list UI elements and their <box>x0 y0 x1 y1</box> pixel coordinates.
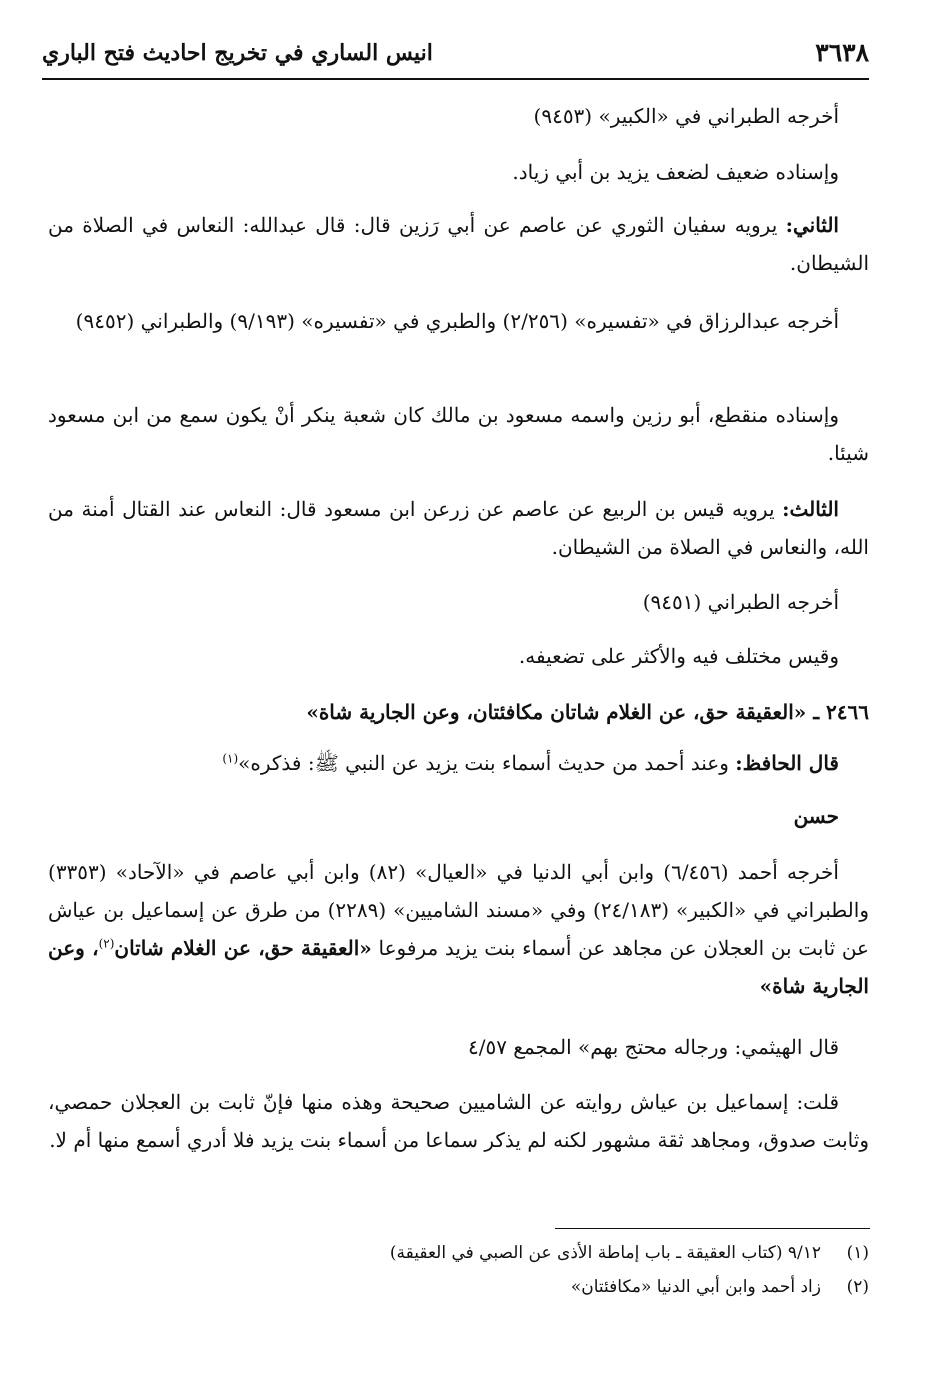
footnote-text: زاد أحمد وابن أبي الدنيا «مكافئتان» <box>570 1277 821 1297</box>
paragraph-isnad-3: وقيس مختلف فيه والأكثر على تضعيفه. <box>518 644 839 668</box>
footnote-text: ٩/١٢ (كتاب العقيقة ـ باب إماطة الأذى عن الصبي في العقيقة) <box>389 1243 821 1263</box>
section-label-second: الثاني: <box>785 213 839 237</box>
book-title: انيس الساري في تخريج احاديث فتح الباري <box>42 40 433 66</box>
takhrij-main-text: أخرجه أحمد (٦/٤٥٦) وابن أبي الدنيا في «العيال» (٨٢) وابن أبي عاصم في «الآحاد» (٣٣٥٣) والطبراني في «الكبير» (٢٤/١٨٣) وفي «مسند الشاميين» (٢٢٨٩) من طرق عن إسماعيل بن عياش عن ثابت بن العجلان عن مجاهد عن أسماء بنت يزيد مرفوعا <box>48 860 869 960</box>
page-header <box>42 30 869 80</box>
third-narration-text: يرويه قيس بن الربيع عن عاصم عن زرعن ابن مسعود قال: النعاس عند القتال أمنة من الله، والنعاس في الصلاة من الشيطان. <box>48 497 869 559</box>
paragraph-takhrij-2: أخرجه عبدالرزاق في «تفسيره» (٢/٢٥٦) والطبري في «تفسيره» (٩/١٩٣) والطبراني (٩٤٥٢) <box>75 309 839 333</box>
footnote-number: (١) <box>846 1243 869 1263</box>
footnote-number: (٢) <box>846 1277 869 1297</box>
paragraph-haythami: قال الهيثمي: ورجاله محتج بهم» المجمع ٤/٥٧ <box>467 1035 839 1059</box>
hafiz-label: قال الحافظ: <box>735 751 839 775</box>
hadith-quote-part2: ، وعن الجارية شاة» <box>48 936 869 998</box>
paragraph-takhrij-3: أخرجه الطبراني (٩٤٥١) <box>642 590 839 614</box>
paragraph-isnad-1: وإسناده ضعيف لضعف يزيد بن أبي زياد. <box>512 160 839 184</box>
section-label-third: الثالث: <box>782 497 839 521</box>
footnote-ref-2: (٢) <box>98 936 115 951</box>
hafiz-text: وعند أحمد من حديث أسماء بنت يزيد عن النبي ﷺ: فذكره» <box>238 751 736 775</box>
page-number: ٣٦٣٨ <box>815 38 869 67</box>
paragraph-author-note: قلت: إسماعيل بن عياش روايته عن الشاميين صحيحة وهذه منها فإنّ ثابت بن العجلان حمصي، وثابت صدوق، ومجاهد ثقة مشهور لكنه لم يذكر سماعا من أسماء بنت يزيد فلا أدري أسمع منها أم لا. <box>48 1090 869 1152</box>
hadith-heading: ٢٤٦٦ ـ «العقيقة حق، عن الغلام شاتان مكافئتان، وعن الجارية شاة» <box>306 700 869 724</box>
paragraph-second-narration <box>48 206 869 282</box>
paragraph-hafiz <box>48 744 869 782</box>
footnote-ref-1: (١) <box>222 751 239 766</box>
paragraph-third-narration <box>48 490 869 566</box>
second-narration-text: يرويه سفيان الثوري عن عاصم عن أبي رَزين قال: قال عبدالله: النعاس في الصلاة من الشيطان. <box>48 213 869 275</box>
footnote-1 <box>48 1240 869 1266</box>
hadith-quote-part1: «العقيقة حق، عن الغلام شاتان <box>114 936 372 960</box>
paragraph-takhrij-1: أخرجه الطبراني في «الكبير» (٩٤٥٣) <box>533 104 839 128</box>
hadith-grade: حسن <box>793 804 839 828</box>
paragraph-isnad-2: وإسناده منقطع، أبو رزين واسمه مسعود بن مالك كان شعبة ينكر أنْ يكون سمع من ابن مسعود شيئا. <box>48 403 869 465</box>
paragraph-takhrij-main <box>48 853 869 1005</box>
footnote-2 <box>48 1274 869 1300</box>
footnote-divider <box>555 1228 870 1229</box>
